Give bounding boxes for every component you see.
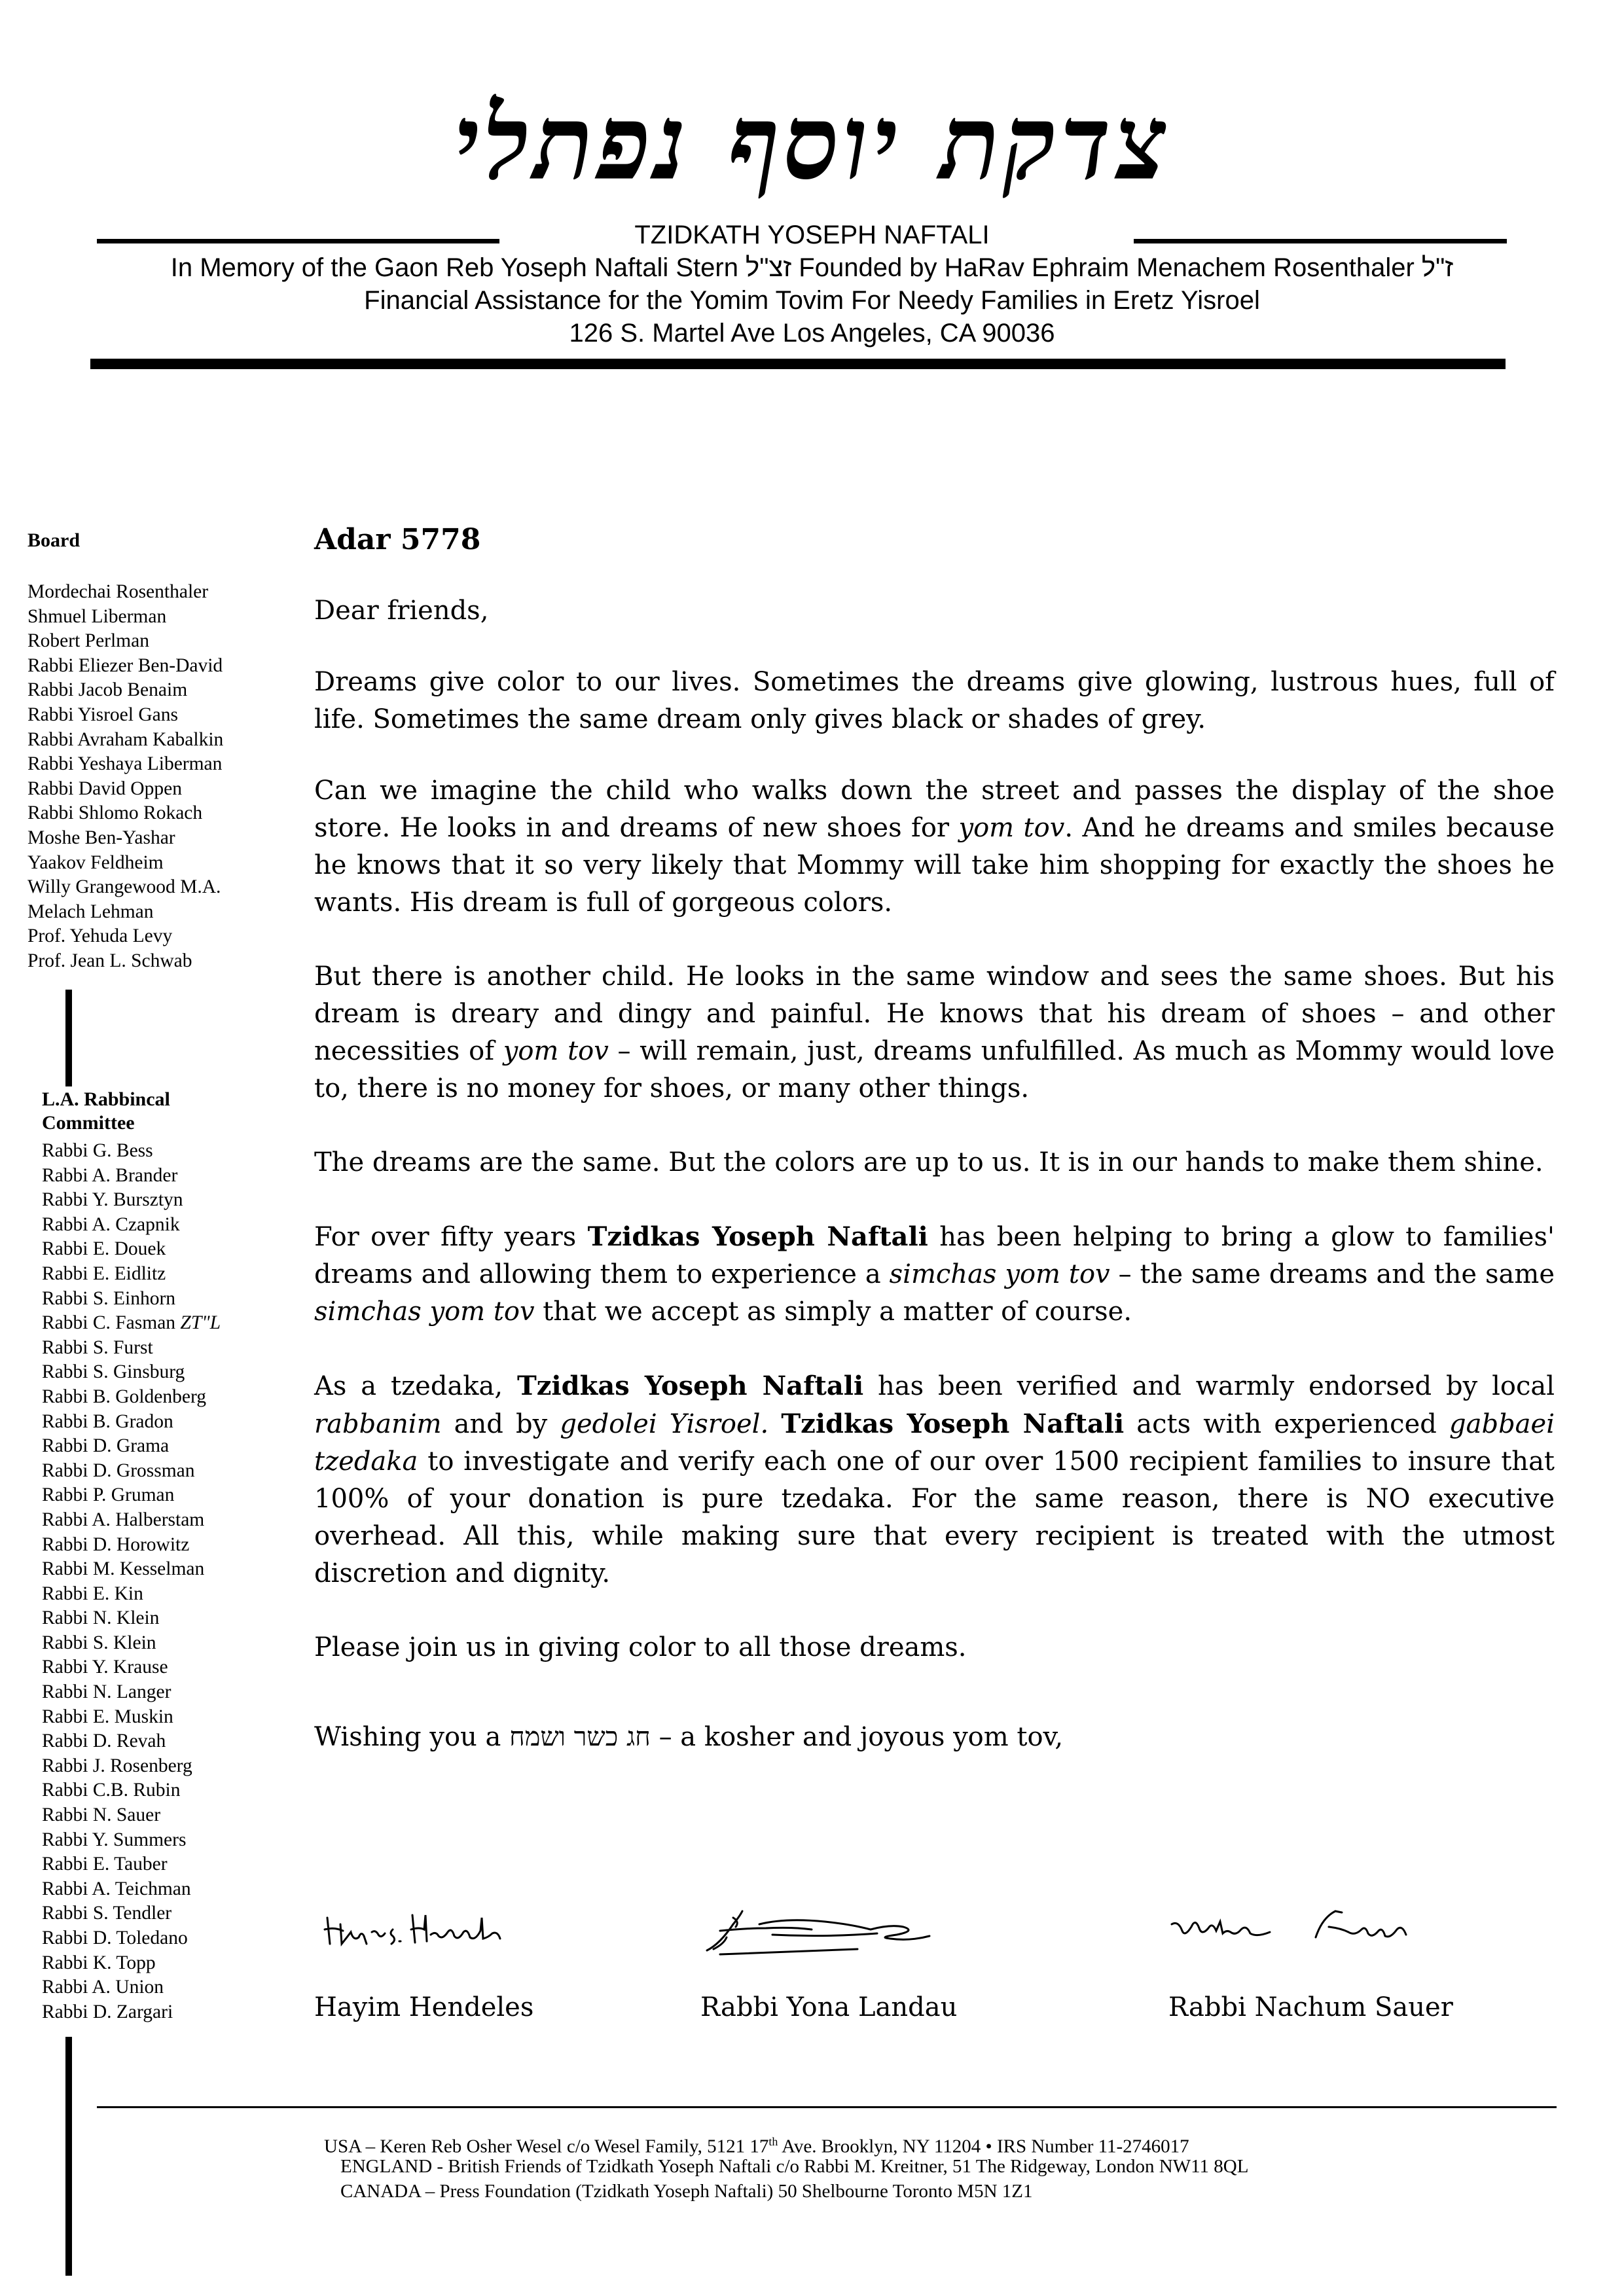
closing-line: [314, 1719, 1555, 1756]
committee-member: Rabbi S. Ginsburg: [42, 1361, 185, 1383]
org-name-bold: Tzidkas Yoseph Naftali: [781, 1408, 1125, 1439]
text-run: Ave. Brooklyn, NY 11204 • IRS Number 11-2746017: [778, 2136, 1189, 2157]
committee-member: Rabbi N. Langer: [42, 1681, 171, 1703]
board-member: Moshe Ben-Yashar: [27, 827, 175, 848]
footer-rule: [97, 2106, 1557, 2108]
header-rule-bottom: [90, 359, 1506, 369]
footer-usa: [324, 2130, 1189, 2158]
text-run: – the same dreams and the same: [1110, 1259, 1555, 1289]
salutation: Dear friends,: [314, 596, 489, 626]
committee-member: Rabbi A. Union: [42, 1977, 164, 1998]
board-member: Robert Perlman: [27, 630, 149, 652]
paragraph-6: [314, 1367, 1555, 1592]
committee-member: Rabbi E. Kin: [42, 1583, 143, 1604]
committee-member: Rabbi E. Tauber: [42, 1854, 168, 1875]
text-run: to investigate and verify each one of our over 1500 recipient families to insure that 100% of your donation is pure tzedaka. For the same reason, there is NO executive overhead. All this, while making sure that every recipient is treated with the utmost discretion and dignity.: [314, 1446, 1555, 1588]
board-member: Rabbi Eliezer Ben-David: [27, 655, 223, 676]
hebrew-logo-title: [0, 82, 1624, 216]
committee-member: Rabbi S. Klein: [42, 1632, 156, 1653]
committee-member: Rabbi A. Teichman: [42, 1878, 191, 1899]
org-name: TZIDKATH YOSEPH NAFTALI: [634, 221, 990, 249]
memorial-line: In Memory of the Gaon Reb Yoseph Naftali Stern זצ"ל Founded by HaRav Ephraim Menachem Rosenthaler ז"ל: [170, 253, 1454, 282]
committee-member: Rabbi A. Czapnik: [42, 1213, 180, 1235]
signer-name: Hayim Hendeles: [314, 1992, 534, 2022]
text-run: USA – Keren Reb Osher Wesel c/o Wesel Family, 5121 17: [324, 2136, 769, 2157]
org-name-bold: Tzidkas Yoseph Naftali: [516, 1371, 864, 1401]
text-run: For over fifty years: [314, 1222, 588, 1252]
board-member: Rabbi Yisroel Gans: [27, 704, 178, 725]
italic-term: simchas yom tov: [314, 1297, 535, 1327]
board-member: Mordechai Rosenthaler: [27, 581, 209, 602]
text-run: As a tzedaka,: [314, 1371, 517, 1401]
committee-member: Rabbi S. Furst: [42, 1336, 153, 1358]
hebrew-logo-text: צדקת יוסף נפתלי: [454, 82, 1170, 204]
committee-heading-line-2: Committee: [42, 1112, 135, 1134]
paragraph-2: [314, 772, 1555, 922]
italic-term: gabbaei tzedaka: [314, 1409, 1555, 1477]
committee-member: Rabbi E. Muskin: [42, 1706, 173, 1727]
letter-date: Adar 5778: [314, 523, 481, 556]
signature-hendeles: [321, 1898, 517, 1957]
committee-member: Rabbi K. Topp: [42, 1952, 156, 1973]
sidebar-divider-bar: [65, 2037, 72, 2276]
ordinal-suffix: th: [768, 2135, 778, 2148]
committee-member-suffix: ZT"L: [180, 1312, 221, 1334]
committee-member: Rabbi E. Eidlitz: [42, 1263, 166, 1284]
committee-member: Rabbi C.B. Rubin: [42, 1780, 181, 1801]
committee-list: [42, 1139, 278, 2024]
committee-member: [42, 1311, 278, 1336]
signer-name: Rabbi Nachum Sauer: [1168, 1992, 1453, 2022]
board-member: Willy Grangewood M.A.: [27, 876, 221, 898]
committee-member: Rabbi B. Gradon: [42, 1410, 173, 1432]
committee-member: Rabbi D. Zargari: [42, 2001, 173, 2022]
text-run: Can we imagine the child who walks down the street and passes the display of the shoe store. He looks in and dreams of new shoes for: [314, 776, 1555, 843]
committee-member: Rabbi N. Klein: [42, 1607, 160, 1629]
sidebar-committee: [42, 1088, 278, 2024]
paragraph-1: Dreams give color to our lives. Sometimes the dreams give glowing, lustrous hues, full of life. Sometimes the same dream only gives black or shades of grey.: [314, 667, 1555, 734]
text-run: But there is another child. He looks in the same window and sees the same shoes. But his dream is dreary and dingy and painful. He knows that his dream of shoes – and other necessities of: [314, 961, 1555, 1066]
committee-member: Rabbi P. Gruman: [42, 1484, 175, 1506]
committee-heading-line-1: L.A. Rabbincal: [42, 1088, 170, 1110]
board-member: Rabbi David Oppen: [27, 778, 182, 799]
paragraph-5: [314, 1218, 1555, 1331]
board-member: Rabbi Jacob Benaim: [27, 679, 188, 701]
committee-member: Rabbi Y. Summers: [42, 1829, 187, 1850]
committee-member: Rabbi S. Einhorn: [42, 1287, 176, 1309]
footer-england: ENGLAND - British Friends of Tzidkath Yoseph Naftali c/o Rabbi M. Kreitner, 51 The Ridgeway, London NW11 8QL: [340, 2156, 1249, 2177]
committee-member: Rabbi D. Grossman: [42, 1460, 195, 1481]
board-member: Shmuel Liberman: [27, 605, 167, 627]
board-member: Rabbi Yeshaya Liberman: [27, 753, 223, 775]
committee-member: Rabbi D. Toledano: [42, 1928, 188, 1948]
text-run: [768, 1409, 781, 1439]
committee-member: Rabbi M. Kesselman: [42, 1558, 205, 1580]
board-member: Melach Lehman: [27, 901, 154, 922]
text-run: acts with experienced: [1124, 1409, 1450, 1439]
committee-member: Rabbi J. Rosenberg: [42, 1755, 192, 1776]
text-run: Wishing you a: [314, 1722, 510, 1752]
paragraph-4: The dreams are the same. But the colors are up to us. It is in our hands to make them shine.: [314, 1147, 1543, 1177]
text-run: . And he dreams and smiles because he knows that it so very likely that Mommy will take him shopping for exactly the shoes he wants. His dream is full of gorgeous colors.: [314, 813, 1555, 918]
text-run: that we accept as simply a matter of course.: [534, 1297, 1132, 1327]
board-member: Rabbi Avraham Kabalkin: [27, 728, 224, 750]
committee-member: Rabbi D. Horowitz: [42, 1534, 190, 1555]
committee-member-name: Rabbi C. Fasman: [42, 1312, 176, 1334]
committee-member: Rabbi D. Revah: [42, 1731, 166, 1752]
paragraph-3: [314, 958, 1555, 1107]
committee-member: Rabbi Y. Krause: [42, 1657, 168, 1678]
text-run: and by: [441, 1409, 560, 1439]
committee-member: Rabbi A. Brander: [42, 1164, 178, 1186]
signature-sauer: [1165, 1898, 1440, 1957]
committee-member: Rabbi N. Sauer: [42, 1804, 161, 1826]
committee-member: Rabbi A. Halberstam: [42, 1509, 205, 1530]
sidebar-board: [27, 529, 289, 974]
italic-term: yom tov: [958, 813, 1065, 843]
signature-scribble: [321, 1898, 517, 1957]
footer-canada: CANADA – Press Foundation (Tzidkath Yoseph Naftali) 50 Shelbourne Toronto M5N 1Z1: [340, 2181, 1033, 2202]
mission-line: Financial Assistance for the Yomim Tovim For Needy Families in Eretz Yisroel: [364, 286, 1260, 315]
hebrew-greeting: חג כשר ושמח: [509, 1722, 651, 1752]
address-line: 126 S. Martel Ave Los Angeles, CA 90036: [569, 319, 1055, 348]
sidebar-divider-bar: [65, 990, 72, 1086]
text-run: – a kosher and joyous yom tov,: [650, 1722, 1064, 1752]
committee-member: Rabbi B. Goldenberg: [42, 1386, 206, 1407]
committee-member: Rabbi S. Tendler: [42, 1903, 172, 1924]
text-run: has been helping to bring a glow to families' dreams and allowing them to experience a: [314, 1222, 1555, 1289]
board-list: [27, 580, 289, 974]
italic-term: rabbanim: [314, 1409, 442, 1439]
board-member: Rabbi Shlomo Rokach: [27, 802, 203, 824]
board-member: Prof. Jean L. Schwab: [27, 950, 192, 971]
signature-scribble: [1165, 1898, 1440, 1957]
committee-member: Rabbi G. Bess: [42, 1140, 153, 1161]
committee-member: Rabbi Y. Bursztyn: [42, 1189, 183, 1211]
italic-term: yom tov: [503, 1036, 609, 1066]
letter-body: [314, 520, 1555, 1756]
org-name-bold: Tzidkas Yoseph Naftali: [587, 1221, 928, 1252]
text-run: – will remain, just, dreams unfulfilled. As much as Mommy would love to, there is no money for shoes, or many other things.: [314, 1036, 1555, 1103]
board-member: Yaakov Feldheim: [27, 852, 164, 873]
signature-landau: [694, 1898, 969, 1957]
committee-member: Rabbi E. Douek: [42, 1238, 166, 1260]
signature-scribble: [694, 1898, 969, 1957]
signer-name: Rabbi Yona Landau: [700, 1992, 958, 2022]
board-member: Prof. Yehuda Levy: [27, 925, 173, 947]
committee-member: Rabbi D. Grama: [42, 1435, 170, 1457]
italic-term: gedolei Yisroel.: [560, 1409, 769, 1439]
board-heading: Board: [27, 529, 81, 551]
text-run: has been verified and warmly endorsed by local: [863, 1371, 1555, 1401]
paragraph-7: Please join us in giving color to all those dreams.: [314, 1632, 967, 1662]
italic-term: simchas yom tov: [889, 1259, 1110, 1289]
